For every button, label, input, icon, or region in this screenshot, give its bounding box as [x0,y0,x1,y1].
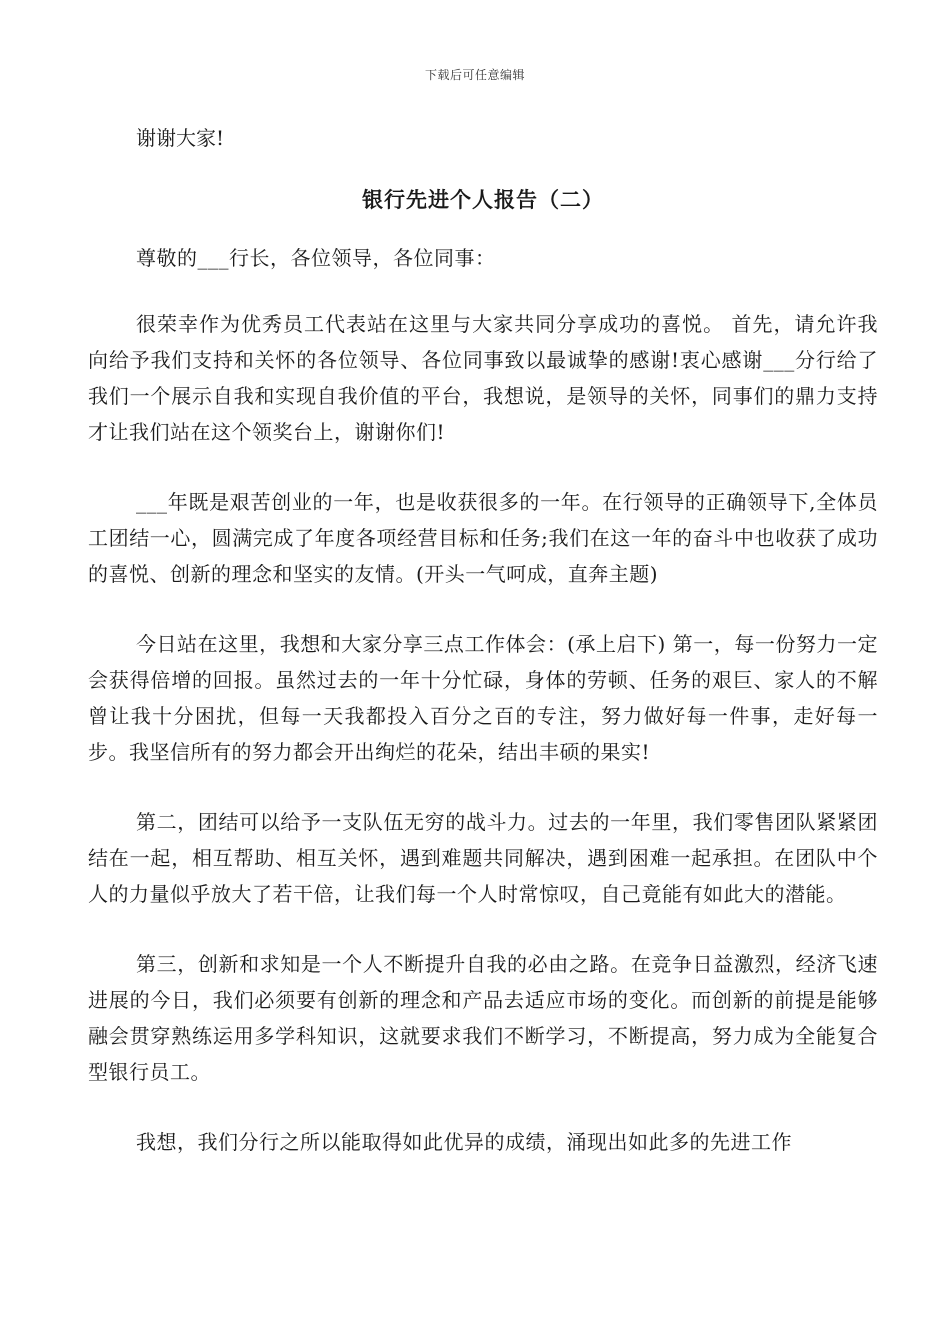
body-paragraph: 很荣幸作为优秀员工代表站在这里与大家共同分享成功的喜悦。 首先，请允许我向给予我们支持和关怀的各位领导、各位同事致以最诚挚的感谢!衷心感谢___分行给了我们一个展示自我和实现自我价值的平台，我想说，是领导的关怀，同事们的鼎力支持才让我们站在这个领奖台上，谢谢你们! [88,312,878,444]
body-paragraph: ___年既是艰苦创业的一年，也是收获很多的一年。在行领导的正确领导下,全体员工团结一心，圆满完成了年度各项经营目标和任务;我们在这一年的奋斗中也收获了成功的喜悦、创新的理念和坚实的友情。(开头一气呵成，直奔主题) [88,490,878,586]
body-paragraph: 第三，创新和求知是一个人不断提升自我的必由之路。在竞争日益激烈，经济飞速进展的今日，我们必须要有创新的理念和产品去适应市场的变化。而创新的前提是能够融会贯穿熟练运用多学科知识，这就要求我们不断学习，不断提高，努力成为全能复合型银行员工。 [88,952,878,1084]
body-paragraph: 今日站在这里，我想和大家分享三点工作体会：(承上启下) 第一，每一份努力一定会获得倍增的回报。虽然过去的一年十分忙碌，身体的劳顿、任务的艰巨、家人的不解曾让我十分困扰，但每一天我都投入百分之百的专注，努力做好每一件事，走好每一步。我坚信所有的努力都会开出绚烂的花朵，结出丰硕的果实! [88,632,878,764]
salutation-paragraph: 尊敬的___行长，各位领导，各位同事： [136,246,496,270]
body-paragraph: 我想，我们分行之所以能取得如此优异的成绩，涌现出如此多的先进工作 [136,1130,792,1154]
document-body [88,120,878,1194]
closing-text: 谢谢大家! [136,126,225,150]
header-note: 下载后可任意编辑 [424,68,525,82]
body-paragraph: 第二，团结可以给予一支队伍无穷的战斗力。过去的一年里，我们零售团队紧紧团结在一起，相互帮助、相互关怀，遇到难题共同解决，遇到困难一起承担。在团队中个人的力量似乎放大了若干倍，让我们每一个人时常惊叹，自己竟能有如此大的潜能。 [88,810,878,906]
section-title: 银行先进个人报告（二） [362,187,604,212]
